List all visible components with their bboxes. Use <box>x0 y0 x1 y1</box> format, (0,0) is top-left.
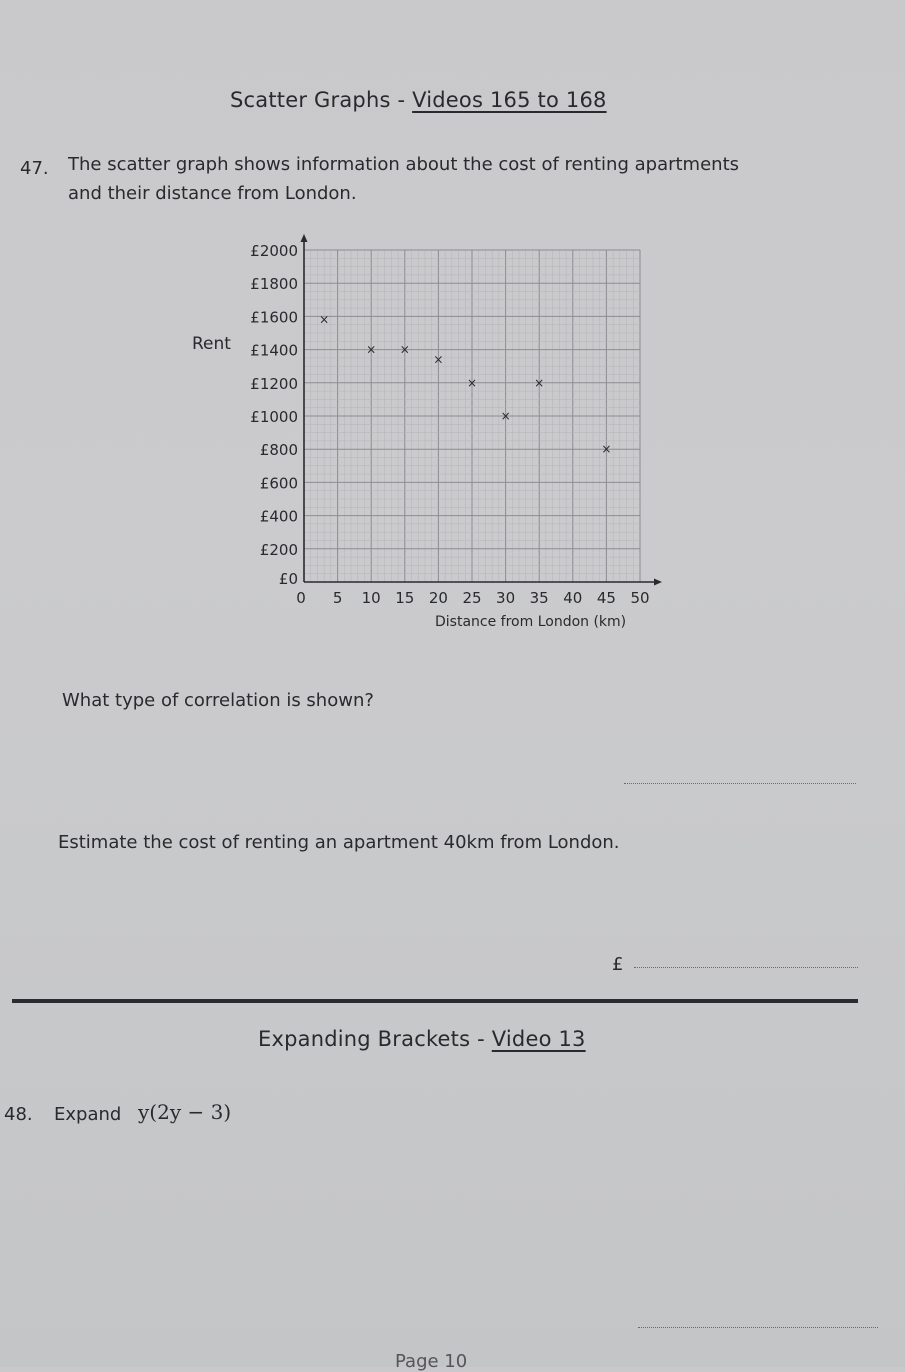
page-number: Page 10 <box>395 1351 468 1372</box>
intro-line-2: and their distance from London. <box>68 183 357 204</box>
data-point: × <box>433 352 444 367</box>
x-tick-label: 40 <box>563 589 583 607</box>
y-tick-label: £1600 <box>250 308 298 327</box>
scatter-graph <box>180 225 680 635</box>
y-tick-label: £200 <box>259 540 298 559</box>
data-point: × <box>601 442 612 457</box>
data-point: × <box>534 375 545 390</box>
x-axis-label: Distance from London (km) <box>435 614 627 630</box>
y-tick-label: £600 <box>259 474 298 493</box>
y-tick-label: £1400 <box>250 341 298 360</box>
question-47b: Estimate the cost of renting an apartment 40km from London. <box>58 832 620 853</box>
answer-line-cost[interactable] <box>634 967 858 968</box>
x-tick-label: 5 <box>332 589 343 607</box>
section-heading-brackets <box>258 1027 586 1051</box>
x-tick-labels <box>296 589 649 607</box>
y-tick-label: £1200 <box>250 374 298 393</box>
data-point: × <box>319 312 330 327</box>
x-tick-label: 25 <box>462 589 482 607</box>
x-tick-label: 30 <box>496 589 516 607</box>
data-point: × <box>366 342 377 357</box>
data-point: × <box>399 342 410 357</box>
x-tick-label: 10 <box>361 589 381 607</box>
question-number-47: 47. <box>20 158 49 179</box>
pound-sign: £ <box>612 954 624 975</box>
section-divider <box>12 999 858 1003</box>
x-tick-label: 20 <box>428 589 448 607</box>
graph-grid <box>304 250 640 582</box>
y-tick-labels <box>250 242 298 588</box>
x-tick-label: 35 <box>529 589 549 607</box>
y-tick-label: £400 <box>259 507 298 526</box>
y-tick-label: £2000 <box>250 242 298 260</box>
y-tick-label: £800 <box>259 441 298 460</box>
question-47a: What type of correlation is shown? <box>62 690 374 711</box>
data-point: × <box>500 409 511 423</box>
section-heading-scatter <box>230 88 607 112</box>
data-point: × <box>466 375 478 390</box>
x-tick-label: 50 <box>630 589 650 607</box>
section-title: Expanding Brackets - <box>258 1027 492 1051</box>
y-tick-label: £1800 <box>250 275 298 294</box>
question-number-48: 48. <box>4 1104 33 1125</box>
x-axis-arrow <box>654 579 662 586</box>
x-tick-label: 0 <box>296 589 306 607</box>
y-tick-label: £1000 <box>250 408 298 426</box>
video-link-165-168[interactable]: Videos 165 to 168 <box>412 88 607 112</box>
question-47-intro <box>68 150 828 208</box>
graph-axes <box>301 234 663 586</box>
answer-line-correlation[interactable] <box>624 783 856 784</box>
answer-line-expand[interactable] <box>638 1327 878 1328</box>
x-tick-label: 15 <box>395 589 415 607</box>
expression: y(2y − 3) <box>138 1100 232 1124</box>
section-title: Scatter Graphs - <box>230 88 413 112</box>
y-axis-arrow <box>301 234 308 242</box>
video-link-13[interactable]: Video 13 <box>491 1027 586 1051</box>
intro-line-1: The scatter graph shows information about the cost of renting apartments <box>68 154 740 175</box>
question-48-text: Expand <box>54 1104 122 1125</box>
y-axis-label: Rent <box>192 334 231 354</box>
x-tick-label: 45 <box>596 589 616 607</box>
y-tick-label: £0 <box>278 570 298 588</box>
